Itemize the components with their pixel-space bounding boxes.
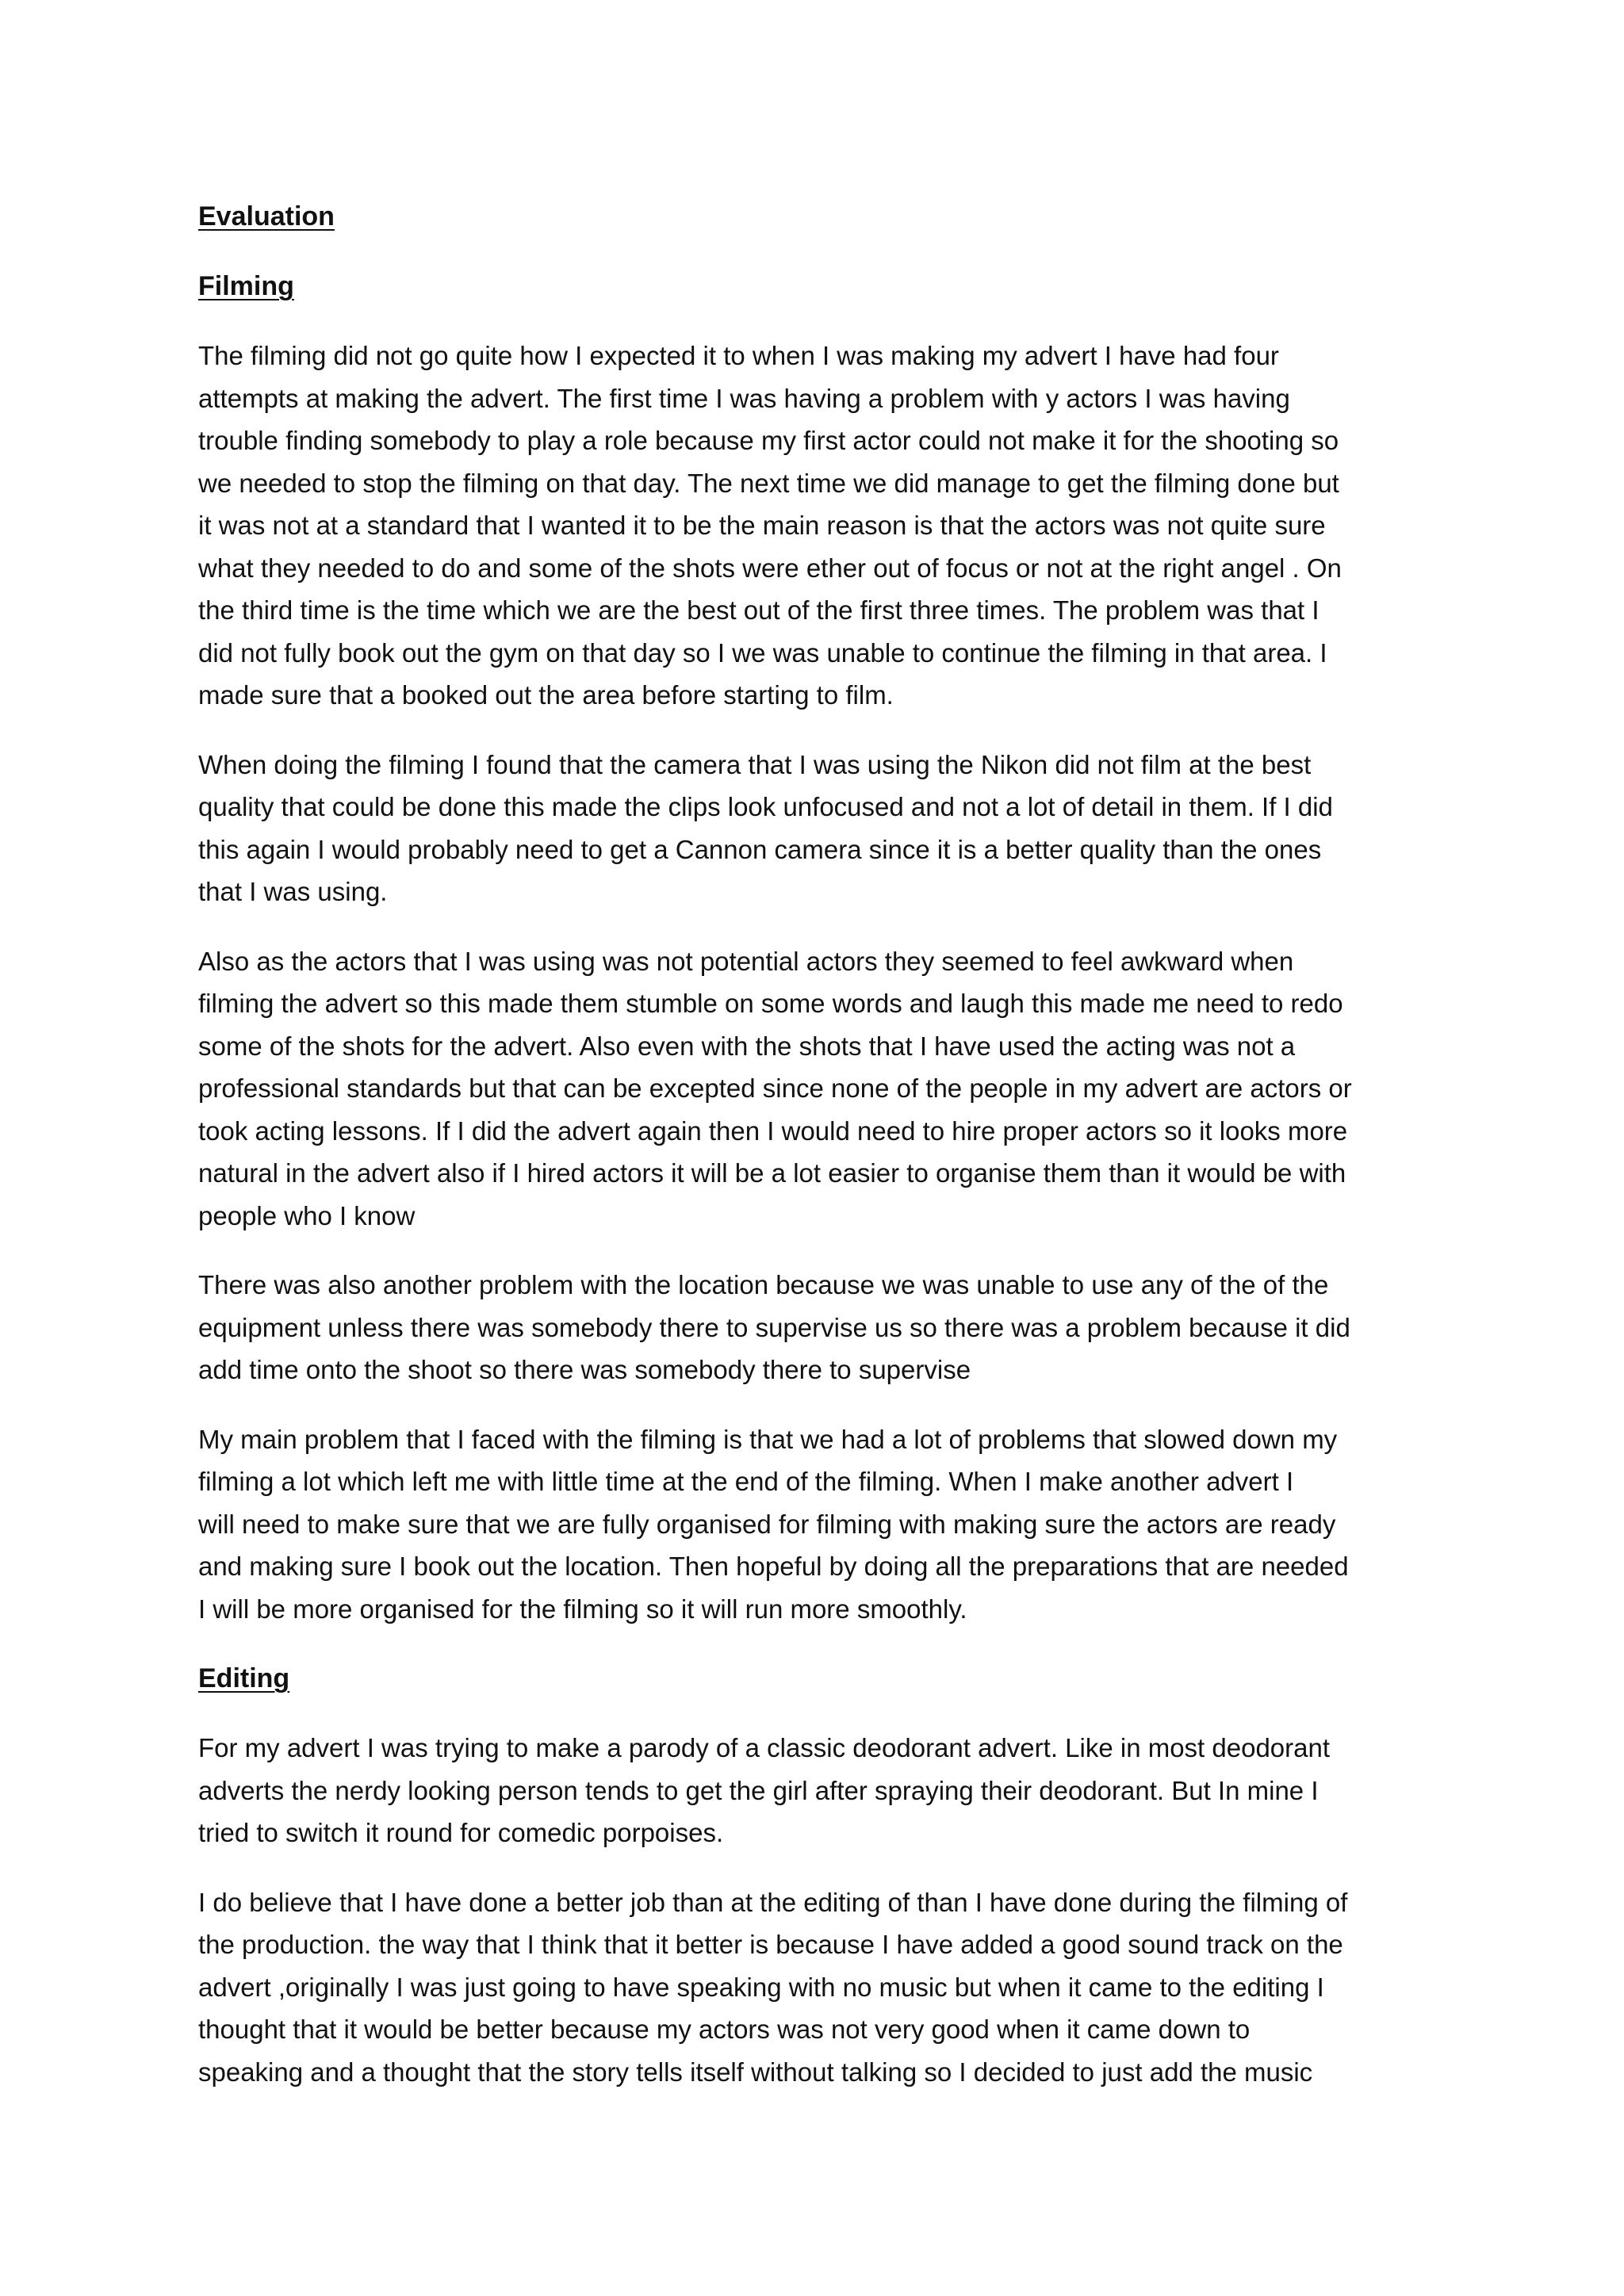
document-body <box>198 195 1447 2120</box>
text-line: what they needed to do and some of the shots were ether out of focus or not at the right angel . On <box>198 553 1342 583</box>
text-line: the production. the way that I think that it better is because I have added a good sound track on the <box>198 1930 1343 1959</box>
text-line: the third time is the time which we are the best out of the first three times. The problem was that I <box>198 595 1320 625</box>
text-line: For my advert I was trying to make a parody of a classic deodorant advert. Like in most deodorant <box>198 1733 1331 1762</box>
text-line: add time onto the shoot so there was somebody there to supervise <box>198 1355 971 1384</box>
text-line: will need to make sure that we are fully organised for filming with making sure the actors are ready <box>198 1509 1336 1539</box>
text-line: did not fully book out the gym on that day so I we was unable to continue the filming in that area. I <box>198 637 1327 668</box>
text-line: attempts at making the advert. The first time I was having a problem with y actors I was having <box>198 383 1290 413</box>
text-line: quality that could be done this made the clips look unfocused and not a lot of detail in them. If I did <box>198 792 1333 821</box>
text-line: it was not at a standard that I wanted it to be the main reason is that the actors was not quite sure <box>198 511 1326 540</box>
section-heading-editing: Editing <box>198 1663 290 1693</box>
paragraph <box>198 335 1447 717</box>
text-line: that I was using. <box>198 877 388 906</box>
text-line: adverts the nerdy looking person tends to get the girl after spraying their deodorant. But In mine I <box>198 1775 1319 1805</box>
text-line: we needed to stop the filming on that day. The next time we did manage to get the filming done but <box>198 468 1339 498</box>
text-line: When doing the filming I found that the camera that I was using the Nikon did not film at the best <box>198 749 1312 779</box>
text-line: some of the shots for the advert. Also even with the shots that I have used the acting was not a <box>198 1031 1296 1061</box>
text-line: The filming did not go quite how I expected it to when I was making my advert I have had four <box>198 341 1279 370</box>
text-line: trouble finding somebody to play a role because my first actor could not make it for the shooting so <box>198 426 1339 455</box>
text-line: advert ,originally I was just going to have speaking with no music but when it came to the editing I <box>198 1972 1324 2002</box>
text-line: and making sure I book out the location. Then hopeful by doing all the preparations that are needed <box>198 1552 1349 1581</box>
text-line: natural in the advert also if I hired actors it will be a lot easier to organise them than it would be with <box>198 1158 1346 1188</box>
text-line: There was also another problem with the location because we was unable to use any of the of the <box>198 1270 1329 1299</box>
paragraph <box>198 1264 1447 1391</box>
text-line: made sure that a booked out the area before starting to film. <box>198 680 894 710</box>
text-line: filming a lot which left me with little time at the end of the filming. When I make another advert I <box>198 1467 1294 1496</box>
text-line: thought that it would be better because my actors was not very good when it came down to <box>198 2015 1251 2044</box>
paragraph <box>198 940 1447 1238</box>
text-line: filming the advert so this made them stumble on some words and laugh this made me need to redo <box>198 989 1343 1018</box>
text-line: equipment unless there was somebody there to supervise us so there was a problem because it did <box>198 1312 1350 1342</box>
paragraph <box>198 744 1447 913</box>
text-line: I will be more organised for the filming so it will run more smoothly. <box>198 1594 967 1624</box>
paragraph <box>198 1881 1447 2094</box>
paragraph <box>198 1727 1447 1854</box>
text-line: My main problem that I faced with the filming is that we had a lot of problems that slowed down my <box>198 1424 1338 1454</box>
section-heading-filming: Filming <box>198 271 294 301</box>
text-line: professional standards but that can be excepted since none of the people in my advert are actors or <box>198 1073 1352 1103</box>
text-line: this again I would probably need to get a Cannon camera since it is a better quality than the ones <box>198 834 1322 864</box>
text-line: people who I know <box>198 1200 416 1230</box>
text-line: Also as the actors that I was using was not potential actors they seemed to feel awkward when <box>198 946 1294 976</box>
paragraph <box>198 1418 1447 1631</box>
document-sections <box>198 265 1447 2093</box>
text-line: took acting lessons. If I did the advert again then I would need to hire proper actors so it looks more <box>198 1115 1348 1146</box>
text-line: speaking and a thought that the story tells itself without talking so I decided to just add the music <box>198 2057 1313 2087</box>
text-line: I do believe that I have done a better job than at the editing of than I have done during the filming of <box>198 1887 1348 1917</box>
page-title: Evaluation <box>198 201 335 232</box>
text-line: tried to switch it round for comedic porpoises. <box>198 1818 724 1847</box>
